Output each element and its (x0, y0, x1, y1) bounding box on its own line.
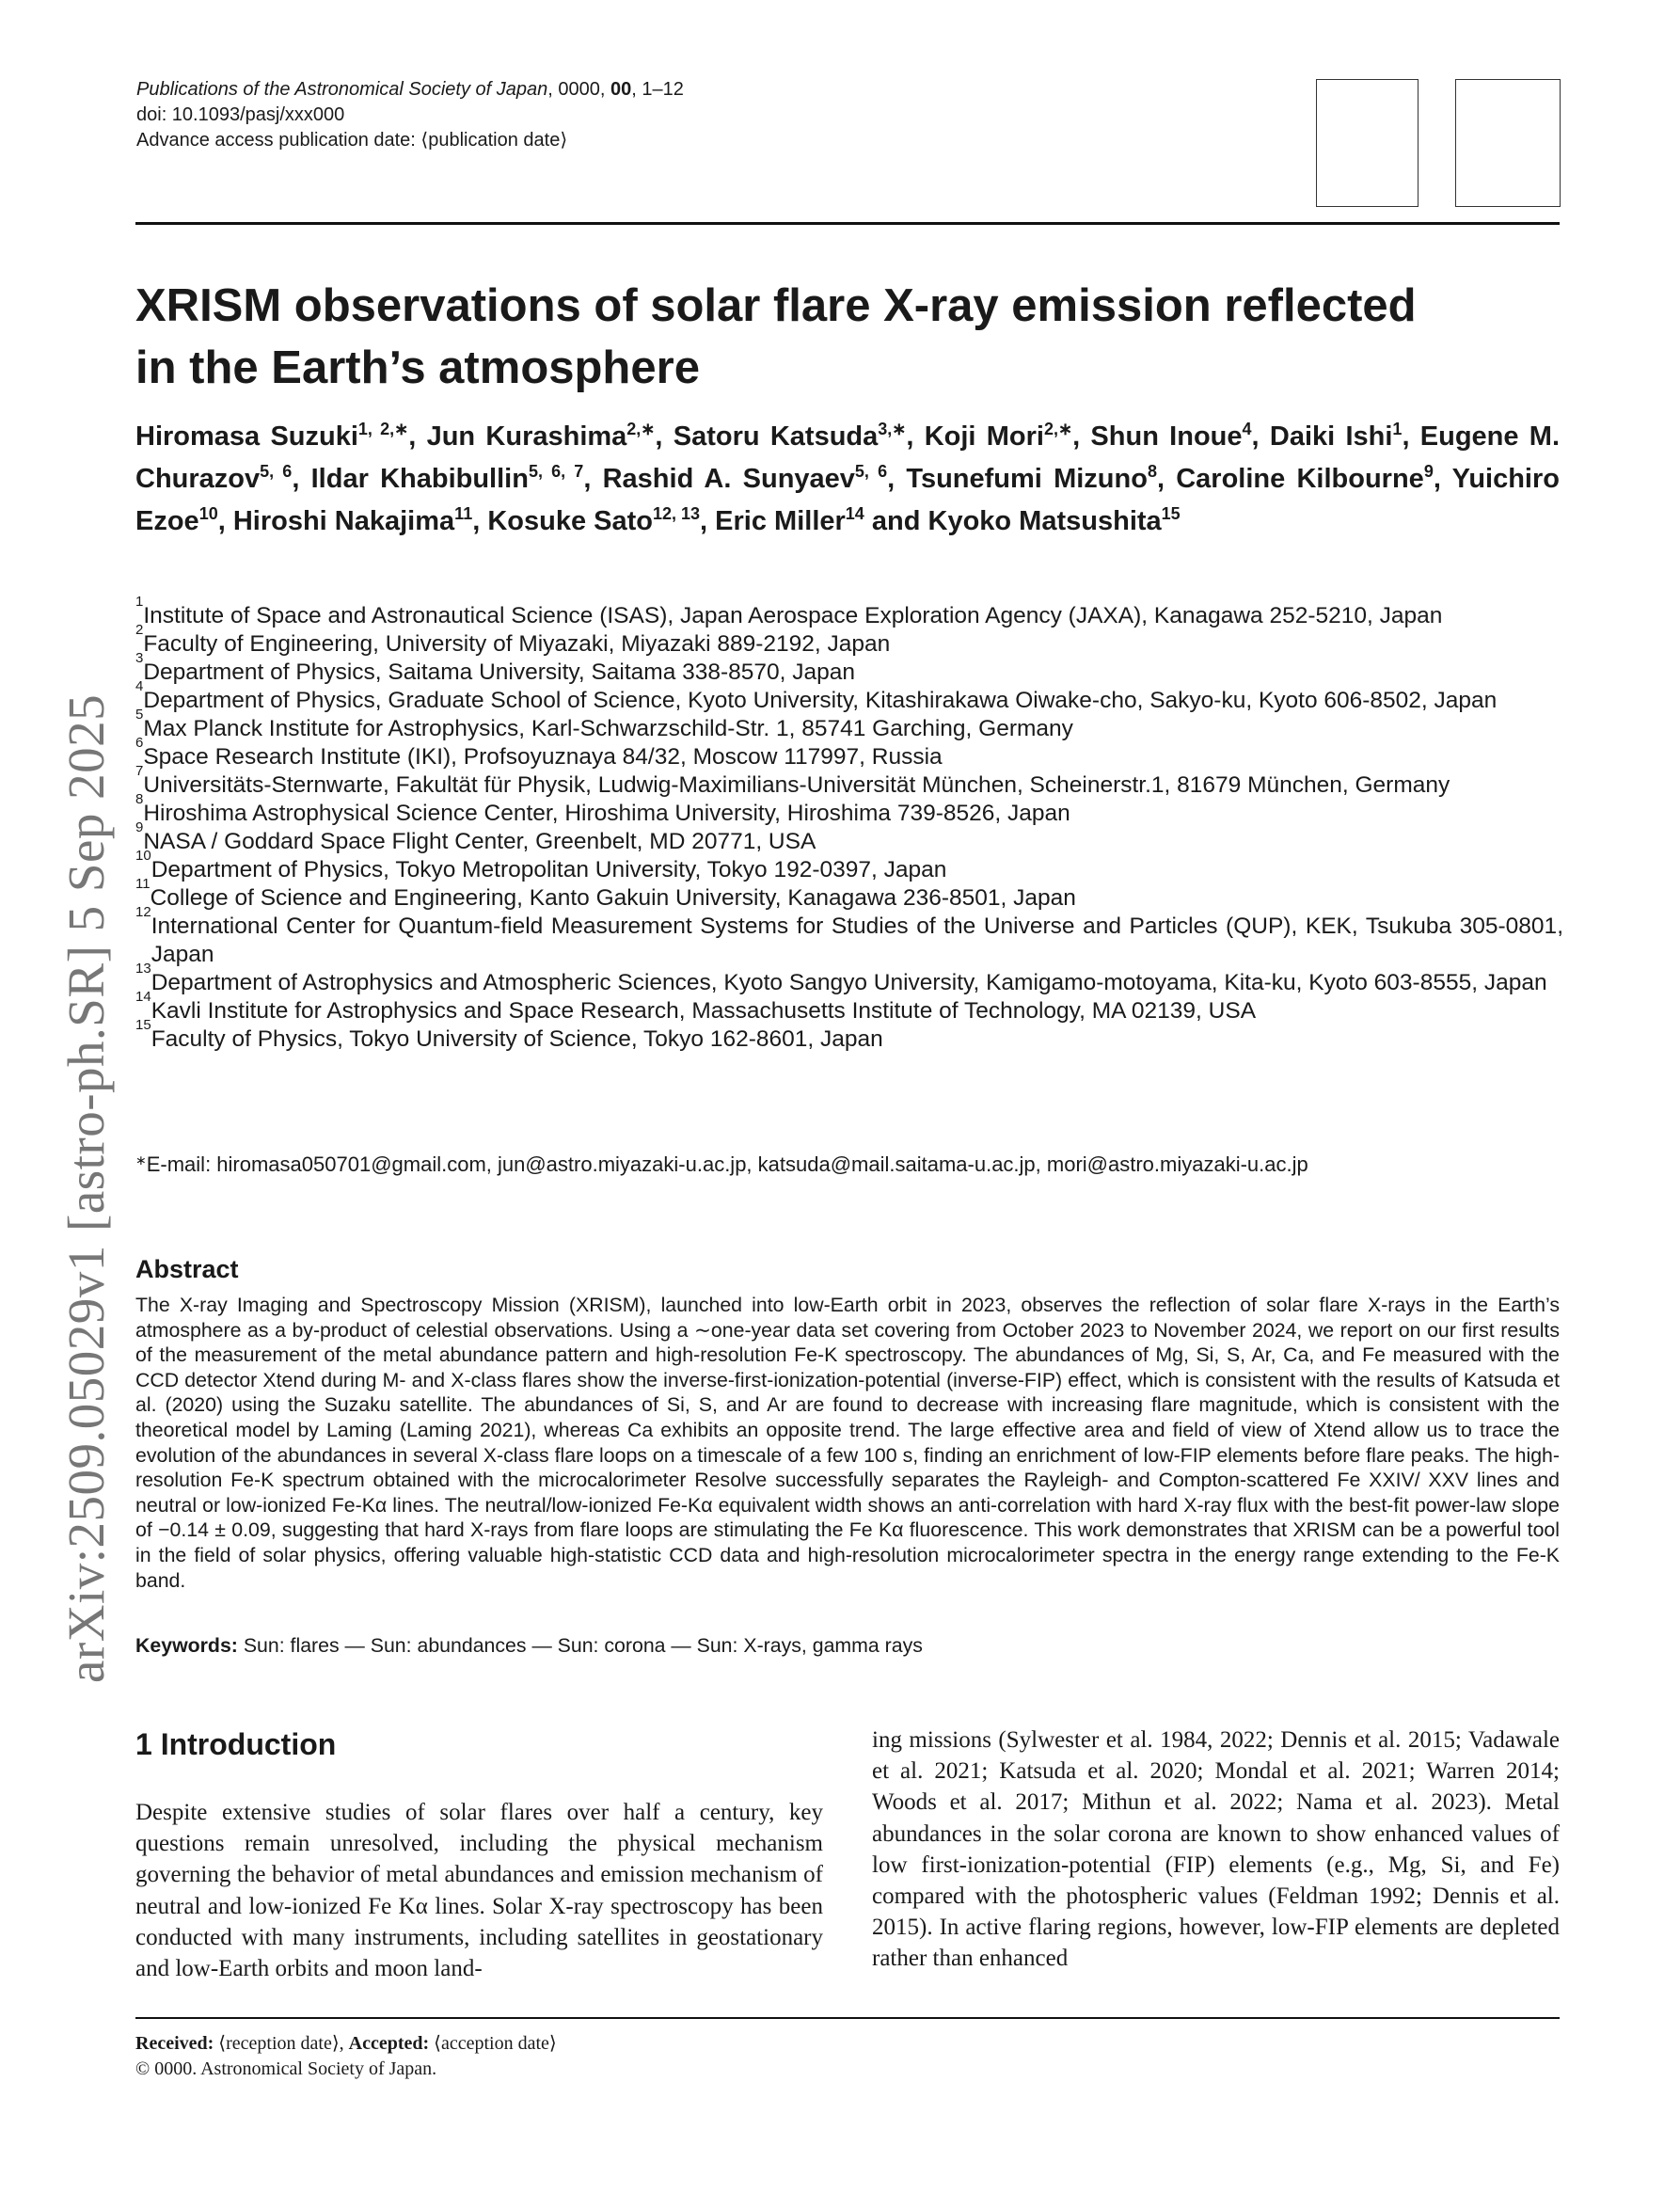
affiliation-item (135, 594, 1563, 630)
affiliation-number: 9 (135, 819, 144, 835)
author-name: Hiromasa Suzuki (135, 421, 358, 452)
journal-header (136, 77, 684, 153)
author-name: Satoru Katsuda (673, 421, 879, 452)
affiliation-text: Department of Astrophysics and Atmospheric Sciences, Kyoto Sangyo University, Kamigamo-motoyama, Kita-ku, Kyoto 603-8555, Japan (151, 970, 1547, 995)
copyright: © 0000. Astronomical Society of Japan. (135, 2058, 437, 2079)
author-name: Jun Kurashima (426, 421, 627, 452)
intro-column-left: Despite extensive studies of solar flares over half a century, key questions remain unresolved, including the physical mechanism governing the behavior of metal abundances and emission mechanism of neutral and low-ionized Fe Kα lines. Solar X-ray spectroscopy has been conducted with many instruments, including satellites in geostationary and low-Earth orbits and moon land- (135, 1800, 823, 1982)
accepted-value: ⟨acception date⟩ (429, 2033, 557, 2054)
author-name: Eric Miller (715, 506, 846, 536)
affiliation-text: Universitäts-Sternwarte, Fakultät für Physik, Ludwig-Maximilians-Universität München, Scheinerstr.1, 81679 München, Germany (143, 772, 1450, 798)
journal-pages: , 1–12 (631, 79, 684, 100)
affiliation-number: 15 (135, 1017, 151, 1033)
author-affiliation-mark: 5, 6 (854, 462, 888, 481)
affiliation-number: 6 (135, 735, 144, 751)
author (1270, 421, 1403, 452)
affiliation-text: Faculty of Physics, Tokyo University of Science, Tokyo 162-8601, Japan (151, 1026, 883, 1052)
author (925, 421, 1072, 452)
author-affiliation-mark: 4 (1242, 420, 1252, 438)
author-name: Kosuke Sato (487, 506, 653, 536)
author (674, 421, 907, 452)
affiliation-text: Hiroshima Astrophysical Science Center, Hiroshima University, Hiroshima 739-8526, Japan (143, 801, 1070, 826)
advance-access-date: Advance access publication date: ⟨publication date⟩ (136, 130, 568, 151)
affiliation-text: College of Science and Engineering, Kanto Gakuin University, Kanagawa 236-8501, Japan (150, 885, 1076, 911)
affiliation-text: Institute of Space and Astronautical Science (ISAS), Japan Aerospace Exploration Agency (JAXA), Kanagawa 252-5210, Japan (143, 603, 1443, 628)
affiliation-item (135, 876, 1563, 913)
author (311, 464, 584, 494)
affiliation-number: 13 (135, 961, 151, 977)
title-line-1: XRISM observations of solar flare X-ray emission reflected (135, 280, 1417, 331)
author-affiliation-mark: 1 (1392, 420, 1403, 438)
author-affiliation-mark: 8 (1147, 462, 1157, 481)
affiliation-number: 2 (135, 622, 144, 638)
journal-year: , 0000, (547, 79, 610, 100)
affiliation-item (135, 961, 1563, 997)
affiliation-number: 11 (135, 876, 151, 892)
affiliation-item (135, 678, 1563, 715)
affiliation-text: Max Planck Institute for Astrophysics, Karl-Schwarzschild-Str. 1, 85741 Garching, Germany (143, 716, 1073, 741)
affiliation-text: Kavli Institute for Astrophysics and Space Research, Massachusetts Institute of Technology, MA 02139, USA (151, 998, 1257, 1024)
affiliation-text: Department of Physics, Graduate School of Science, Kyoto University, Kitashirakawa Oiwake-cho, Sakyo-ku, Kyoto 606-8502, Japan (143, 688, 1498, 713)
affiliation-number: 5 (135, 707, 144, 723)
author (487, 506, 700, 536)
affiliation-text: Space Research Institute (IKI), Profsoyuznaya 84/32, Moscow 117997, Russia (143, 744, 943, 770)
affiliation-number: 8 (135, 791, 144, 807)
affiliation-item (135, 707, 1563, 743)
author (427, 421, 656, 452)
affiliation-item (135, 791, 1563, 828)
title-line-2: in the Earth’s atmosphere (135, 342, 700, 393)
contact-email (135, 1152, 1308, 1177)
affiliation-item (135, 735, 1563, 771)
affiliation-text: International Center for Quantum-field Measurement Systems for Studies of the Universe and Particles (QUP), KEK, Tsukuba 305-0801, Japan (151, 914, 1563, 967)
received-label: Received: (135, 2033, 214, 2054)
affiliation-item (135, 848, 1563, 884)
abstract-heading: Abstract (135, 1255, 239, 1283)
author-name: Eugene M. Churazov (135, 421, 1561, 494)
author-name: Ildar Khabibullin (310, 464, 529, 494)
author-name: Yuichiro Ezoe (135, 464, 1560, 536)
author-affiliation-mark: 14 (845, 504, 864, 523)
intro-column-right: ing missions (Sylwester et al. 1984, 2022; Dennis et al. 2015; Vadawale et al. 2021; Katsuda et al. 2020; Mondal et al. 2021; Warren 2014; Woods et al. 2017; Mithun et al. 2022; Nama et al. 2023). Metal abundances in the solar corona are known to show enhanced values of low first-ionization-potential (FIP) elements (e.g., Mg, Si, and Fe) compared with the photospheric values (Feldman 1992; Dennis et al. 2015). In active flaring regions, however, low-FIP elements are depleted rather than enhanced (872, 1727, 1560, 1972)
email-mark: ∗ (135, 1152, 147, 1168)
affiliation-number: 4 (135, 678, 144, 694)
accepted-label: Accepted: (348, 2033, 430, 2054)
affiliation-number: 12 (135, 904, 151, 920)
arxiv-sidebar-stamp[interactable]: arXiv:2509.05029v1 [astro-ph.SR] 5 Sep 2025 (57, 693, 115, 1683)
author-affiliation-mark: 11 (454, 504, 473, 523)
journal-volume: 00 (610, 79, 632, 100)
affiliation-number: 14 (135, 989, 151, 1005)
author (928, 506, 1181, 536)
author-list: Hiromasa Suzuki$^{1, 2,∗}$, Jun Kurashima$^{2,∗}$, Satoru Katsuda$^{3,∗}$, Koji Mori$^{2,∗}$, Shun Inoue$^4$, Daiki Ishi$^1$, Eugene M. Churazov$^{5, 6}$, Ildar Khabibullin$^{5, 6, 7}$, Rashid A. Sunyaev$^{5, 6}$, Tsunefumi Mizuno$^8$, Caroline Kilbourne$^9$, Yuichiro Ezoe$^{10}$, Hiroshi Nakajima$^{11}$, Kosuke Sato$^{12, 13}$, Eric Miller$^{14}$ and Kyoko Matsushita$^{15}$ (135, 420, 1561, 536)
section-heading-introduction: 1 Introduction (135, 1727, 337, 1761)
author-name: Daiki Ishi (1269, 421, 1393, 452)
author (715, 506, 864, 536)
affiliation-text: Department of Physics, Tokyo Metropolitan University, Tokyo 192-0397, Japan (151, 857, 947, 882)
affiliation-item (135, 904, 1563, 969)
placeholder-box-left (1316, 79, 1418, 207)
affiliation-item (135, 763, 1563, 800)
author-name: Rashid A. Sunyaev (602, 464, 855, 494)
author-name: Hiroshi Nakajima (232, 506, 455, 536)
abstract-body: The X-ray Imaging and Spectroscopy Mission (XRISM), launched into low-Earth orbit in 2023, observes the reflection of solar flare X-rays in the Earth’s atmosphere as a by-product of celestial observations. Using a ∼one-year data set covering from October 2023 to November 2024, we report on our first results of the measurement of the metal abundance pattern and high-resolution Fe-K spectroscopy. The abundances of Mg, Si, S, Ar, Ca, and Fe measured with the CCD detector Xtend during M- and X-class flares show the inverse-first-ionization-potential (inverse-FIP) effect, which is consistent with the results of Katsuda et al. (2020) using the Suzaku satellite. The abundances of Si, S, and Ar are found to decrease with increasing flare magnitude, which is consistent with the theoretical model by Laming (Laming 2021), whereas Ca exhibits an opposite trend. The large effective area and field of view of Xtend allow us to trace the evolution of the abundances in several X-class flare loops on a timescale of a few 100 s, finding an enrichment of low-FIP elements before flare peaks. The high-resolution Fe-K spectrum obtained with the microcalorimeter Resolve successfully separates the Rayleigh- and Compton-scattered Fe XXIV/ XXV lines and neutral or low-ionized Fe-Kα lines. The neutral/low-ionized Fe-Kα equivalent width shows an anti-correlation with hard X-ray flux with the best-fit power-law slope of −0.14 ± 0.09, suggesting that hard X-rays from flare loops are stimulating the Fe Kα fluorescence. This work demonstrates that XRISM can be a powerful tool in the field of solar physics, offering valuable high-statistic CCD data and high-resolution microcalorimeter spectra in the energy range extending to the Fe-K band. (135, 1294, 1560, 1592)
received-accepted-line (135, 2031, 557, 2057)
footer-dates (135, 2031, 557, 2082)
affiliation-item (135, 819, 1563, 856)
affiliation-number: 1 (135, 594, 144, 610)
author-name: Shun Inoue (1090, 421, 1243, 452)
received-value: ⟨reception date⟩, (214, 2033, 349, 2054)
doi[interactable]: doi: 10.1093/pasj/xxx000 (136, 104, 345, 125)
author-name: Koji Mori (924, 421, 1044, 452)
author-name: Tsunefumi Mizuno (906, 464, 1148, 494)
author-affiliation-mark: 3,∗ (878, 420, 907, 438)
affiliation-item (135, 1017, 1563, 1054)
author-name: Caroline Kilbourne (1176, 464, 1424, 494)
author (233, 506, 472, 536)
header-rule (135, 222, 1560, 225)
author-affiliation-mark: 15 (1161, 504, 1181, 523)
author (1090, 421, 1251, 452)
affiliation-item (135, 650, 1563, 687)
author-affiliation-mark: 5, 6 (260, 462, 293, 481)
author-affiliation-mark: 12, 13 (653, 504, 701, 523)
author (135, 421, 408, 452)
author-affiliation-mark: 1, 2,∗ (357, 420, 409, 438)
keywords-label: Keywords: (135, 1634, 238, 1657)
paper-title (135, 275, 1565, 399)
keywords (135, 1634, 923, 1658)
affiliation-item (135, 622, 1563, 659)
author-affiliation-mark: 5, 6, 7 (528, 462, 584, 481)
journal-name: Publications of the Astronomical Society of Japan (136, 79, 548, 100)
affiliation-number: 10 (135, 848, 151, 864)
author-affiliation-mark: 9 (1423, 462, 1434, 481)
author-affiliation-mark: 2,∗ (1043, 420, 1073, 438)
affiliation-list (135, 594, 1563, 1054)
affiliation-text: NASA / Goddard Space Flight Center, Greenbelt, MD 20771, USA (143, 829, 816, 854)
affiliation-number: 7 (135, 763, 144, 779)
journal-citation (136, 77, 684, 103)
author (1176, 464, 1434, 494)
affiliation-text: Faculty of Engineering, University of Miyazaki, Miyazaki 889-2192, Japan (143, 631, 891, 657)
author-affiliation-mark: 10 (198, 504, 218, 523)
keywords-text: Sun: flares — Sun: abundances — Sun: corona — Sun: X-rays, gamma rays (243, 1634, 923, 1657)
affiliation-item (135, 989, 1563, 1025)
author (906, 464, 1157, 494)
email-text[interactable]: E-mail: hiromasa050701@gmail.com, jun@astro.miyazaki-u.ac.jp, katsuda@mail.saitama-u.ac.jp, mori@astro.miyazaki-u.ac.jp (146, 1152, 1308, 1176)
affiliation-number: 3 (135, 650, 144, 666)
footer-rule (135, 2017, 1560, 2019)
author (603, 464, 888, 494)
affiliation-text: Department of Physics, Saitama University, Saitama 338-8570, Japan (143, 660, 856, 685)
author-affiliation-mark: 2,∗ (626, 420, 656, 438)
placeholder-box-right (1455, 79, 1561, 207)
author-name: Kyoko Matsushita (927, 506, 1162, 536)
